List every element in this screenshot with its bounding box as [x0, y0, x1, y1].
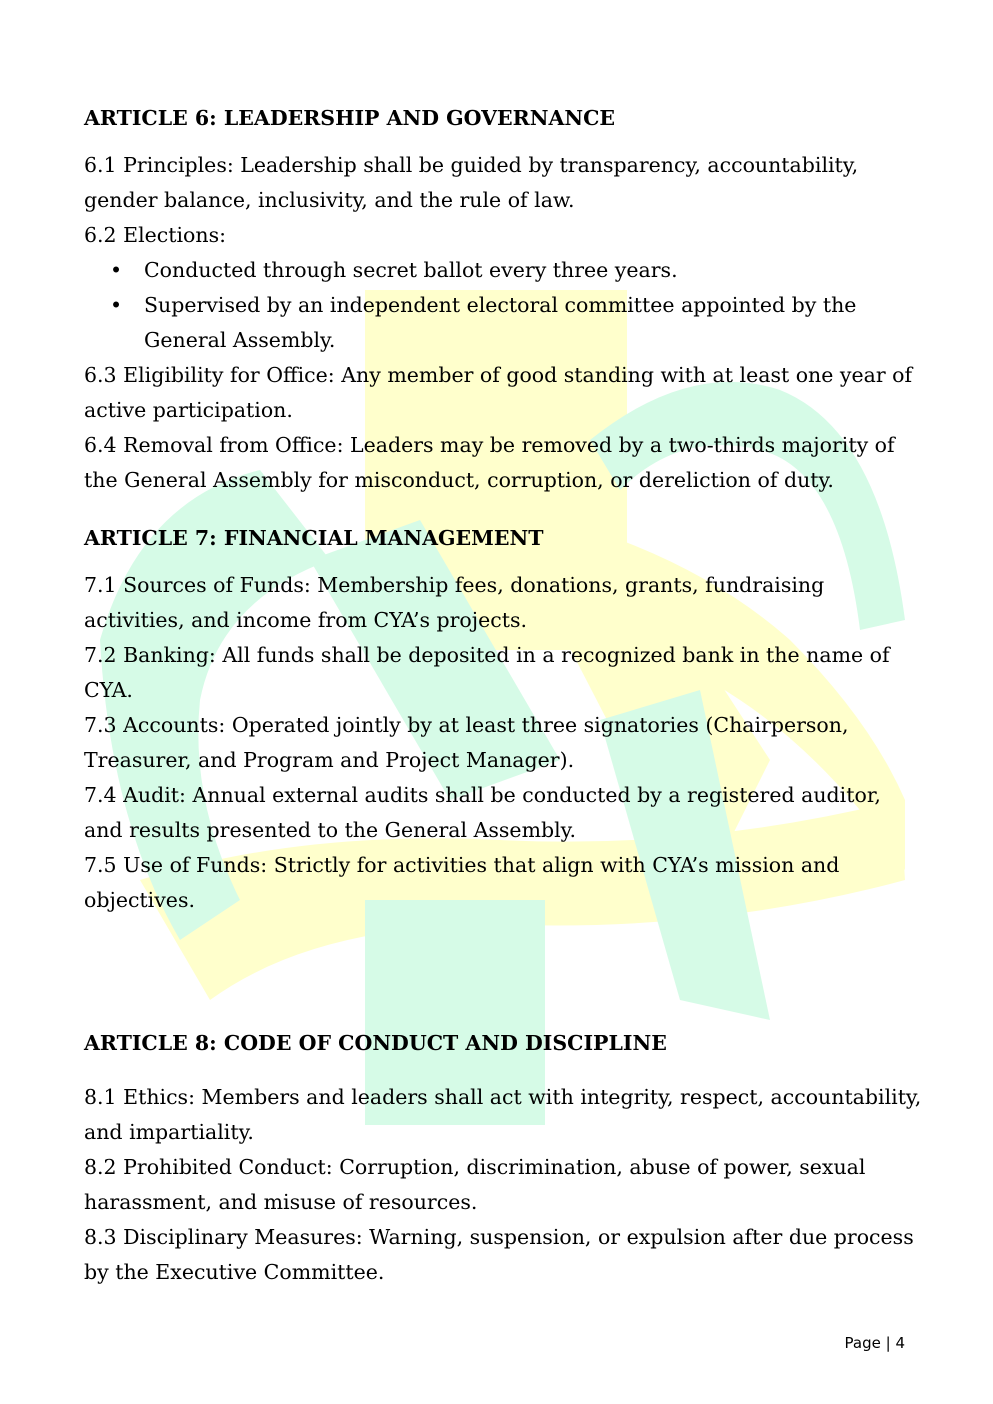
bullet-icon: • — [110, 293, 123, 317]
article-7-2-banking: 7.2 Banking: All funds shall be deposited in a recognized bank in the name of CYA. — [84, 643, 890, 702]
article-7-heading: ARTICLE 7: FINANCIAL MANAGEMENT — [84, 526, 544, 550]
bullet-icon: • — [110, 258, 123, 282]
article-7-4-audit: 7.4 Audit: Annual external audits shall be conducted by a registered auditor, and results presented to the General Assembly. — [84, 783, 881, 842]
article-8-1-ethics: 8.1 Ethics: Members and leaders shall act with integrity, respect, accountability, and impartiality. — [84, 1085, 922, 1144]
article-7-3-accounts: 7.3 Accounts: Operated jointly by at least three signatories (Chairperson, Treasurer, and Program and Project Manager). — [84, 713, 849, 772]
article-7-5-use-of-funds: 7.5 Use of Funds: Strictly for activities that align with CYA’s mission and objectives. — [84, 853, 840, 912]
article-8-3-disciplinary: 8.3 Disciplinary Measures: Warning, suspension, or expulsion after due process by the Executive Committee. — [84, 1225, 914, 1284]
article-6-1-principles: 6.1 Principles: Leadership shall be guided by transparency, accountability, gender balance, inclusivity, and the rule of law. — [84, 153, 859, 212]
list-item: • Conducted through secret ballot every three years. — [84, 253, 924, 288]
article-7-1-sources: 7.1 Sources of Funds: Membership fees, donations, grants, fundraising activities, and income from CYA’s projects. — [84, 573, 825, 632]
article-6-4-removal: 6.4 Removal from Office: Leaders may be removed by a two-thirds majority of the General Assembly for misconduct, corruption, or dereliction of duty. — [84, 433, 895, 492]
list-item: • Supervised by an independent electoral committee appointed by the General Assembly. — [84, 288, 924, 358]
article-8-heading: ARTICLE 8: CODE OF CONDUCT AND DISCIPLINE — [84, 1031, 667, 1055]
page-number: Page | 4 — [844, 1334, 905, 1352]
article-6-3-eligibility: 6.3 Eligibility for Office: Any member of good standing with at least one year of active participation. — [84, 363, 913, 422]
article-6-2-elections: 6.2 Elections: — [84, 223, 227, 247]
article-8-2-prohibited: 8.2 Prohibited Conduct: Corruption, discrimination, abuse of power, sexual harassment, and misuse of resources. — [84, 1155, 866, 1214]
elections-bullet-list — [84, 253, 924, 358]
article-6-heading: ARTICLE 6: LEADERSHIP AND GOVERNANCE — [84, 106, 616, 130]
